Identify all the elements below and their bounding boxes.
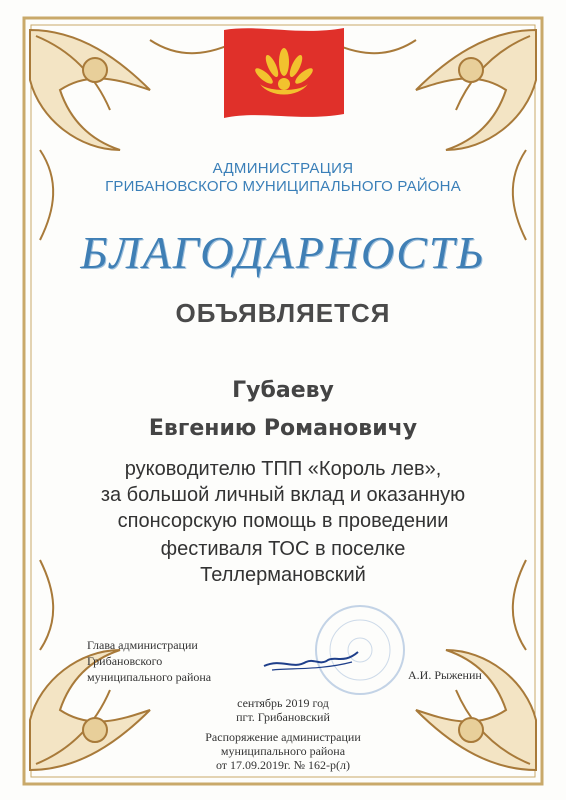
issue-date: сентябрь 2019 год xyxy=(237,696,329,710)
body-line: спонсорскую помощь в проведении xyxy=(117,510,449,532)
corner-ornament-top-left xyxy=(30,30,240,240)
issuer-line-2: ГРИБАНОВСКОГО МУНИЦИПАЛЬНОГО РАЙОНА xyxy=(105,178,461,195)
signatory-position-line: Глава администрации xyxy=(87,638,198,652)
issuer-line-1: АДМИНИСТРАЦИЯ xyxy=(212,160,354,177)
body-line: Теллермановский xyxy=(200,564,366,586)
order-line: муниципального района xyxy=(220,744,346,758)
recipient-surname: Губаеву xyxy=(232,378,334,403)
corner-ornament-top-right xyxy=(326,30,536,240)
flag-emblem xyxy=(220,22,348,124)
body-line: за большой личный вклад и оказанную xyxy=(100,484,466,506)
body-line: руководителю ТПП «Король лев», xyxy=(124,458,442,480)
certificate-subtitle: ОБЪЯВЛЯЕТСЯ xyxy=(175,298,391,328)
recipient-given-name: Евгению Романовичу xyxy=(148,416,418,441)
issue-place: пгт. Грибановский xyxy=(236,710,330,724)
order-line: от 17.09.2019г. № 162-р(л) xyxy=(215,758,351,772)
order-line: Распоряжение администрации xyxy=(205,730,361,744)
signatory-position xyxy=(87,637,211,685)
signatory-position-line: Грибановского xyxy=(87,654,163,668)
signatory-position-line: муниципального района xyxy=(87,670,212,684)
handwritten-signature xyxy=(262,640,362,680)
signatory-name: А.И. Рыженин xyxy=(408,668,482,682)
body-line: фестиваля ТОС в поселке xyxy=(160,538,406,560)
certificate-title: БЛАГОДАРНОСТЬ xyxy=(80,227,486,278)
